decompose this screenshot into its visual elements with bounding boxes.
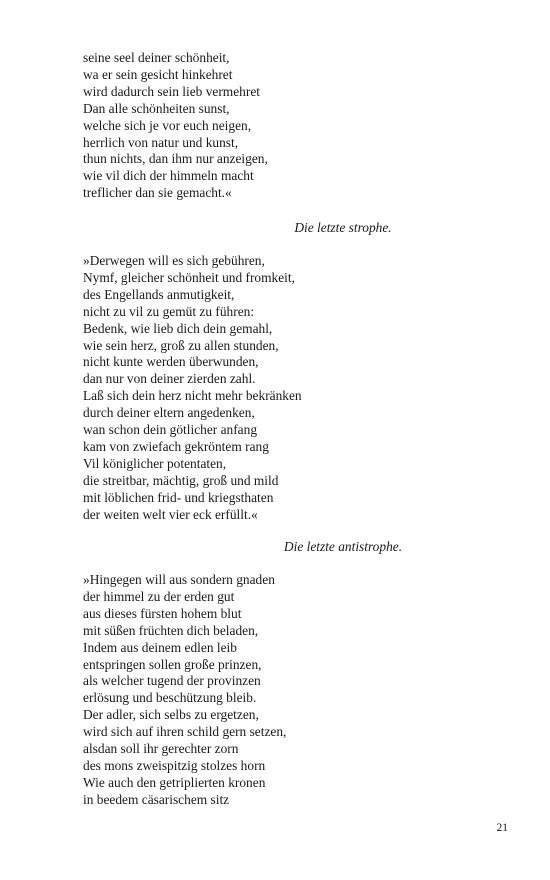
verse-line: wan schon dein götlicher anfang <box>83 422 258 438</box>
verse-line: thun nichts, dan ihm nur anzeigen, <box>83 151 268 167</box>
verse-line: der weiten welt vier eck erfüllt.« <box>83 506 258 522</box>
verse-line: des mons zweispitzig stolzes horn <box>83 757 266 773</box>
verse-line: welche sich je vor euch neigen, <box>83 117 252 133</box>
verse-line: wa er sein gesicht hinkehret <box>83 66 233 82</box>
verse-line: wird sich auf ihren schild gern setzen, <box>83 724 287 740</box>
verse-line: »Derwegen will es sich gebühren, <box>83 253 265 268</box>
verse-line: der himmel zu der erden gut <box>83 588 235 604</box>
verse-line: wird dadurch sein lieb vermehret <box>83 83 260 99</box>
verse-line: mit süßen früchten dich beladen, <box>83 622 259 638</box>
verse-line: Nymf, gleicher schönheit und fromkeit, <box>83 269 295 285</box>
verse-line: kam von zwiefach gekröntem rang <box>83 438 269 454</box>
verse-line: als welcher tugend der provinzen <box>83 673 261 689</box>
verse-line: entspringen sollen große prinzen, <box>83 656 262 672</box>
stanza-1 <box>83 50 268 202</box>
verse-line: Wie auch den getriplierten kronen <box>83 774 266 790</box>
verse-line: Vil königlicher potentaten, <box>83 455 227 471</box>
verse-line: nicht zu vil zu gemüt zu führen: <box>83 303 255 319</box>
verse-line: wie sein herz, groß zu allen stunden, <box>83 337 279 353</box>
verse-line: Laß sich dein herz nicht mehr bekränken <box>83 388 302 404</box>
stanza-2 <box>83 253 302 524</box>
verse-line: in beedem cäsarischem sitz <box>83 791 230 807</box>
verse-line: durch deiner eltern angedenken, <box>83 405 255 421</box>
verse-line: mit löblichen frid- und kriegsthaten <box>83 489 274 505</box>
verse-line: die streitbar, mächtig, groß und mild <box>83 472 279 488</box>
verse-line: Der adler, sich selbs zu ergetzen, <box>83 707 259 723</box>
verse-line: nicht kunte werden überwunden, <box>83 354 259 370</box>
verse-line: dan nur von deiner zierden zahl. <box>83 371 256 387</box>
verse-line: des Engellands anmutigkeit, <box>83 286 235 302</box>
verse-line: seine seel deiner schönheit, <box>83 50 230 65</box>
verse-line: »Hingegen will aus sondern gnaden <box>83 572 275 587</box>
verse-line: treflicher dan sie gemacht.« <box>83 185 232 201</box>
verse-line: Bedenk, wie lieb dich dein gemahl, <box>83 320 273 336</box>
verse-line: Dan alle schönheiten sunst, <box>83 100 230 116</box>
page-number: 21 <box>496 822 508 834</box>
section-heading-antistrophe: Die letzte antistrophe. <box>283 539 403 554</box>
stanza-3 <box>83 572 286 809</box>
verse-line: herrlich von natur und kunst, <box>83 134 239 150</box>
verse-line: wie vil dich der himmeln macht <box>83 168 254 184</box>
verse-line: erlösung und beschützung bleib. <box>83 690 257 706</box>
verse-line: Indem aus deinem edlen leib <box>83 639 237 655</box>
verse-line: alsdan soll ihr gerechter zorn <box>83 741 239 757</box>
section-heading-strophe: Die letzte strophe. <box>294 220 392 235</box>
verse-line: aus dieses fürsten hohem blut <box>83 605 242 621</box>
